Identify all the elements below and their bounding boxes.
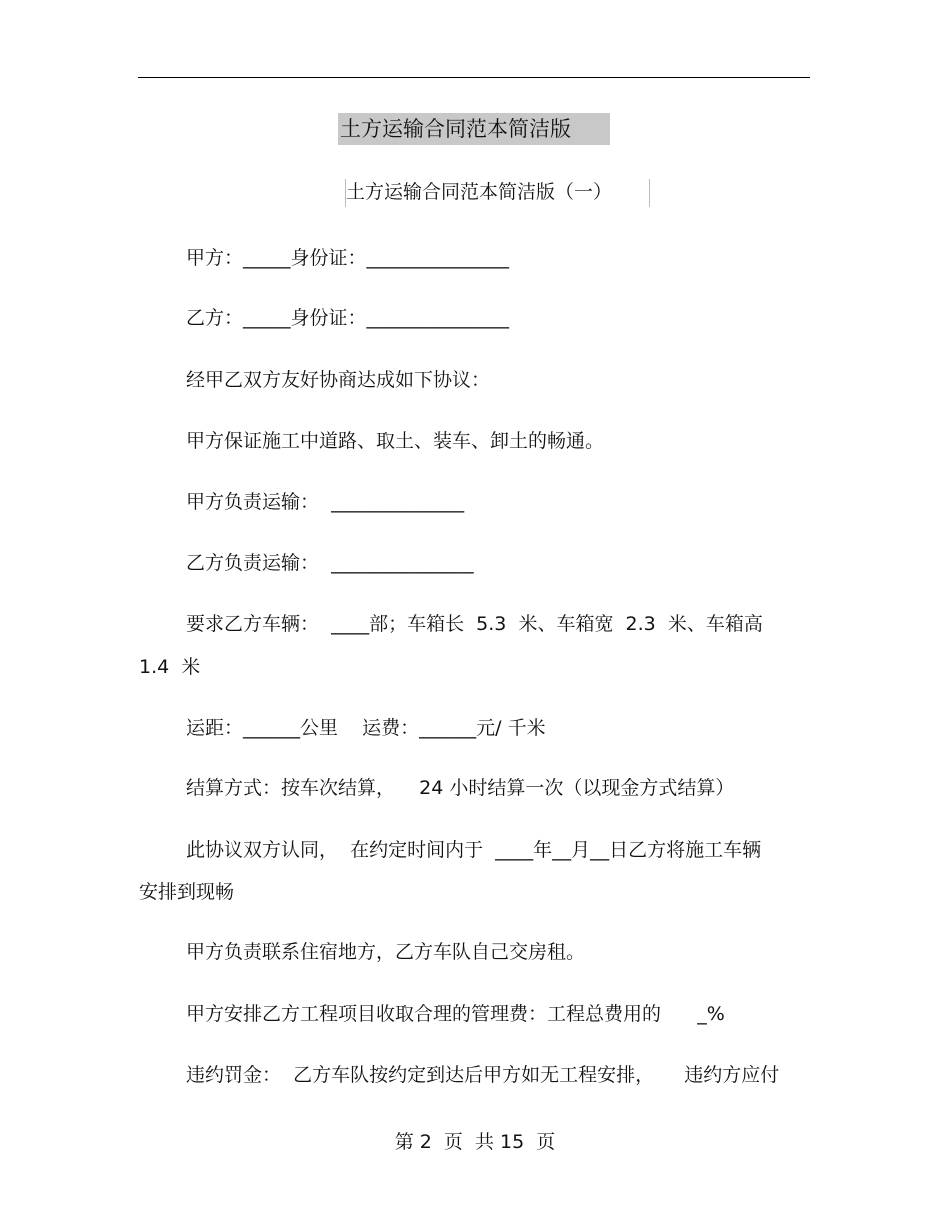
clause-penalty: 违约罚金： 乙方车队按约定到达后甲方如无工程安排， 违约方应付 — [186, 1064, 780, 1086]
header-rule — [138, 77, 810, 78]
clause-party-b-transport: 乙方负责运输： _______________ — [186, 552, 474, 574]
clause-vehicle-requirements: 要求乙方车辆： ____部；车箱长 5.3 米、车箱宽 2.3 米、车箱高 — [186, 613, 763, 635]
document-subtitle: 土方运输合同范本简洁版（一） — [345, 179, 650, 207]
agreement-intro: 经甲乙双方友好协商达成如下协议： — [186, 369, 491, 391]
clause-vehicle-requirements-cont: 1.4 米 — [139, 656, 201, 678]
clause-settlement: 结算方式：按车次结算， 24 小时结算一次（以现金方式结算） — [186, 777, 735, 799]
clause-lodging: 甲方负责联系住宿地方，乙方车队自己交房租。 — [186, 941, 586, 963]
clause-party-a-transport: 甲方负责运输： ______________ — [186, 491, 465, 513]
clause-road-access: 甲方保证施工中道路、取土、装车、卸土的畅通。 — [186, 430, 605, 452]
party-b-line: 乙方：_____身份证：_______________ — [186, 307, 510, 329]
clause-management-fee: 甲方安排乙方工程项目收取合理的管理费：工程总费用的 _% — [186, 1003, 725, 1025]
page-number: 第 2 页 共 15 页 — [394, 1131, 556, 1153]
party-a-line: 甲方：_____身份证：_______________ — [186, 247, 510, 269]
document-title: 土方运输合同范本简洁版 — [338, 113, 610, 145]
clause-distance-fee: 运距：______公里 运费：______元/ 千米 — [186, 717, 546, 739]
clause-schedule-cont: 安排到现畅 — [139, 881, 235, 903]
clause-schedule: 此协议双方认同， 在约定时间内于 ____年__月__日乙方将施工车辆 — [186, 839, 762, 861]
